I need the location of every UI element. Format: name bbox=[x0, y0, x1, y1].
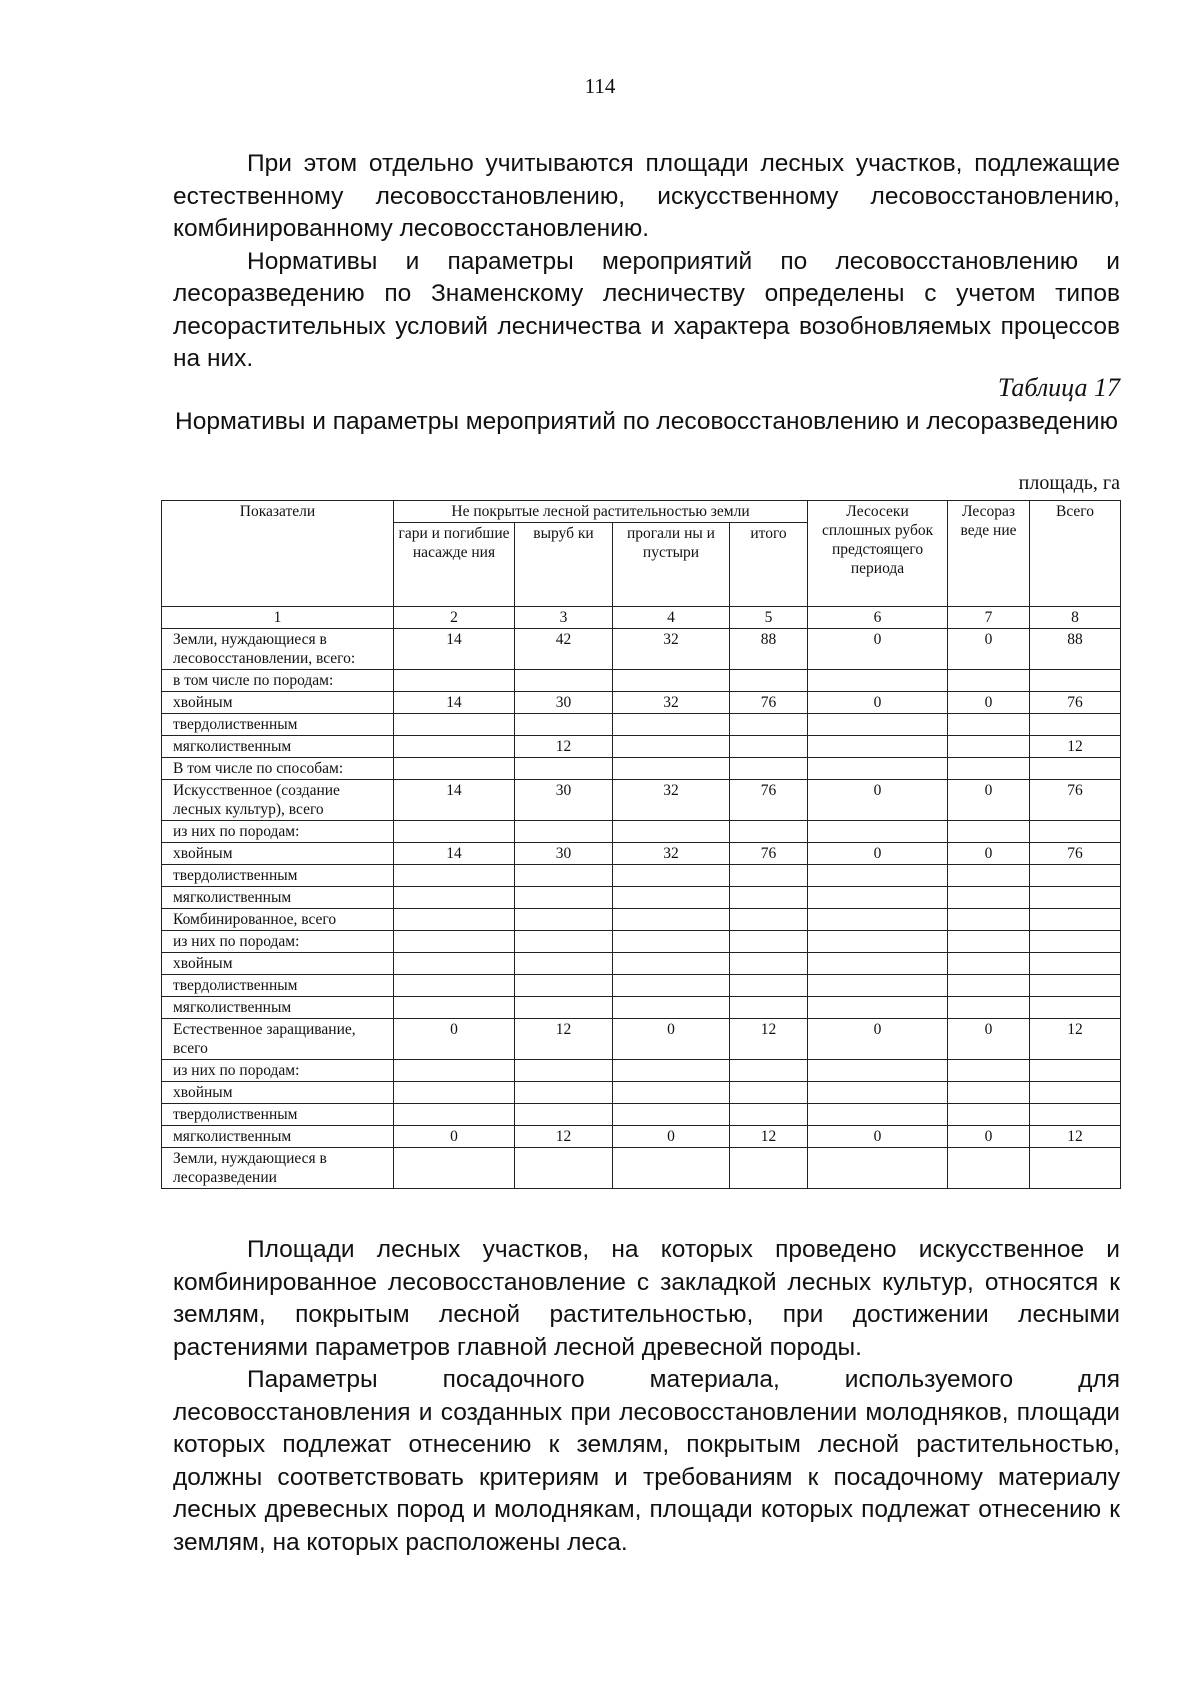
table-title: Нормативы и параметры мероприятий по лесовосстановлению и лесоразведению bbox=[175, 408, 1118, 435]
table-cell bbox=[394, 758, 515, 780]
table-cell bbox=[808, 821, 948, 843]
header-not-covered: Не покрытые лесной растительностью земли bbox=[394, 501, 808, 523]
table-body bbox=[162, 629, 1121, 1189]
row-label: Комбинированное, всего bbox=[162, 909, 394, 931]
row-label: твердолиственным bbox=[162, 714, 394, 736]
paragraph: Параметры посадочного материала, используемого для лесовосстановления и созданных при лесовосстановлении молодняков, площади которых подлежат отнесению к землям, покрытым лесной растительностью, должны соответствовать критериям и требованиям к посадочному материалу лесных древесных пород и молоднякам, площади которых подлежат отнесению к землям, на которых расположены леса. bbox=[173, 1366, 1120, 1556]
table-cell bbox=[808, 1104, 948, 1126]
header-cuttings: выруб ки bbox=[515, 523, 613, 607]
table-cell bbox=[948, 909, 1030, 931]
table-row bbox=[162, 670, 1121, 692]
table-cell bbox=[515, 758, 613, 780]
table-cell bbox=[948, 1060, 1030, 1082]
table-cell: 14 bbox=[394, 843, 515, 865]
table-cell bbox=[394, 953, 515, 975]
table-cell: 12 bbox=[730, 1126, 808, 1148]
table-cell bbox=[948, 1104, 1030, 1126]
table-cell bbox=[1030, 997, 1121, 1019]
header-burned: гари и погибшие насажде ния bbox=[394, 523, 515, 607]
table-cell bbox=[808, 953, 948, 975]
table-cell bbox=[394, 887, 515, 909]
header-afforestation: Лесораз веде ние bbox=[948, 501, 1030, 607]
table-cell bbox=[948, 953, 1030, 975]
table-cell: 14 bbox=[394, 780, 515, 821]
table-cell bbox=[394, 1104, 515, 1126]
table-cell bbox=[515, 1104, 613, 1126]
table-cell bbox=[1030, 1148, 1121, 1189]
table-cell: 76 bbox=[1030, 843, 1121, 865]
table-cell: 12 bbox=[730, 1019, 808, 1060]
table-cell bbox=[808, 865, 948, 887]
table-cell bbox=[613, 758, 730, 780]
intro-text bbox=[173, 148, 1120, 376]
table-row bbox=[162, 692, 1121, 714]
table-cell bbox=[515, 1082, 613, 1104]
table-cell: 0 bbox=[948, 1019, 1030, 1060]
table-cell bbox=[613, 953, 730, 975]
table-cell bbox=[394, 670, 515, 692]
table-cell: 0 bbox=[808, 692, 948, 714]
table-cell bbox=[515, 865, 613, 887]
row-label: Естественное заращивание, всего bbox=[162, 1019, 394, 1060]
table-cell bbox=[394, 736, 515, 758]
header-subtotal: итого bbox=[730, 523, 808, 607]
table-cell: 12 bbox=[515, 1126, 613, 1148]
table-cell bbox=[948, 1148, 1030, 1189]
table-cell: 0 bbox=[394, 1126, 515, 1148]
table-cell bbox=[613, 975, 730, 997]
table-cell: 0 bbox=[808, 843, 948, 865]
table-cell: 76 bbox=[730, 692, 808, 714]
column-number: 8 bbox=[1030, 607, 1121, 629]
table-cell: 88 bbox=[1030, 629, 1121, 670]
column-number: 2 bbox=[394, 607, 515, 629]
table-unit: площадь, га bbox=[1018, 472, 1120, 494]
table-cell bbox=[613, 1104, 730, 1126]
table-cell: 0 bbox=[613, 1019, 730, 1060]
table-cell bbox=[515, 887, 613, 909]
table-cell bbox=[515, 997, 613, 1019]
table-cell bbox=[948, 997, 1030, 1019]
table-cell bbox=[808, 975, 948, 997]
table-cell bbox=[613, 997, 730, 1019]
table-cell: 0 bbox=[948, 1126, 1030, 1148]
row-label: твердолиственным bbox=[162, 975, 394, 997]
closing-text bbox=[173, 1234, 1120, 1559]
table-cell bbox=[394, 865, 515, 887]
table-cell bbox=[394, 975, 515, 997]
table-cell bbox=[1030, 865, 1121, 887]
header-glades: прогали ны и пустыри bbox=[613, 523, 730, 607]
row-label: твердолиственным bbox=[162, 1104, 394, 1126]
table-cell bbox=[730, 758, 808, 780]
column-number: 3 bbox=[515, 607, 613, 629]
table-cell: 32 bbox=[613, 843, 730, 865]
table-cell bbox=[394, 821, 515, 843]
table-cell bbox=[808, 1060, 948, 1082]
table-cell bbox=[613, 1148, 730, 1189]
table-row bbox=[162, 975, 1121, 997]
table-cell bbox=[613, 736, 730, 758]
table-row bbox=[162, 931, 1121, 953]
paragraph: Нормативы и параметры мероприятий по лесовосстановлению и лесоразведению по Знаменскому лесничеству определены с учетом типов лесорастительных условий лесничества и характера возобновляемых процессов на них. bbox=[173, 247, 1120, 372]
table-cell: 76 bbox=[730, 843, 808, 865]
table-cell: 12 bbox=[1030, 1126, 1121, 1148]
table-cell bbox=[948, 758, 1030, 780]
table-cell: 30 bbox=[515, 780, 613, 821]
table-row bbox=[162, 997, 1121, 1019]
table-cell bbox=[515, 670, 613, 692]
table-cell bbox=[515, 821, 613, 843]
row-label: Земли, нуждающиеся в лесовосстановлении, всего: bbox=[162, 629, 394, 670]
row-label: из них по породам: bbox=[162, 931, 394, 953]
table-cell bbox=[808, 670, 948, 692]
table-cell bbox=[1030, 670, 1121, 692]
table-cell bbox=[808, 997, 948, 1019]
table-cell bbox=[613, 887, 730, 909]
table-row bbox=[162, 1019, 1121, 1060]
table-cell bbox=[613, 931, 730, 953]
table-cell: 0 bbox=[613, 1126, 730, 1148]
header-clearcuts: Лесосеки сплошных рубок предстоящего периода bbox=[808, 501, 948, 607]
table-cell bbox=[730, 714, 808, 736]
table-cell bbox=[730, 1104, 808, 1126]
table-cell bbox=[730, 909, 808, 931]
table-cell: 12 bbox=[1030, 1019, 1121, 1060]
table-row bbox=[162, 887, 1121, 909]
table-cell: 32 bbox=[613, 629, 730, 670]
table-cell bbox=[1030, 821, 1121, 843]
column-number-row bbox=[162, 607, 1121, 629]
table-cell: 0 bbox=[808, 1019, 948, 1060]
table-row bbox=[162, 736, 1121, 758]
table-cell bbox=[948, 670, 1030, 692]
row-label: хвойным bbox=[162, 843, 394, 865]
table-cell bbox=[613, 821, 730, 843]
table-cell bbox=[948, 714, 1030, 736]
table-row bbox=[162, 1148, 1121, 1189]
table-cell bbox=[730, 975, 808, 997]
table-cell: 14 bbox=[394, 629, 515, 670]
row-label: мягколиственным bbox=[162, 997, 394, 1019]
row-label: В том числе по способам: bbox=[162, 758, 394, 780]
table-row bbox=[162, 865, 1121, 887]
reforestation-table bbox=[161, 500, 1121, 1189]
table-cell bbox=[730, 1082, 808, 1104]
table-cell: 30 bbox=[515, 692, 613, 714]
table-cell bbox=[613, 1060, 730, 1082]
table-cell bbox=[730, 821, 808, 843]
table-cell bbox=[730, 670, 808, 692]
table-cell bbox=[808, 887, 948, 909]
table-cell bbox=[515, 1060, 613, 1082]
table-cell bbox=[808, 736, 948, 758]
row-label: хвойным bbox=[162, 953, 394, 975]
table-cell bbox=[730, 736, 808, 758]
table-cell: 88 bbox=[730, 629, 808, 670]
table-cell bbox=[613, 1082, 730, 1104]
table-cell: 76 bbox=[1030, 780, 1121, 821]
table-cell: 0 bbox=[948, 780, 1030, 821]
table-cell bbox=[394, 997, 515, 1019]
column-number: 4 bbox=[613, 607, 730, 629]
row-label: из них по породам: bbox=[162, 821, 394, 843]
column-number: 6 bbox=[808, 607, 948, 629]
table-cell: 0 bbox=[948, 843, 1030, 865]
column-number: 7 bbox=[948, 607, 1030, 629]
table-cell bbox=[1030, 714, 1121, 736]
table-cell: 32 bbox=[613, 692, 730, 714]
table-row bbox=[162, 1082, 1121, 1104]
table-cell bbox=[515, 975, 613, 997]
table-cell bbox=[730, 1148, 808, 1189]
table-cell bbox=[808, 1082, 948, 1104]
row-label: хвойным bbox=[162, 1082, 394, 1104]
table-cell: 0 bbox=[808, 629, 948, 670]
table-cell bbox=[948, 931, 1030, 953]
table-cell bbox=[808, 909, 948, 931]
table-row bbox=[162, 714, 1121, 736]
table-cell bbox=[613, 714, 730, 736]
table-row bbox=[162, 909, 1121, 931]
table-cell bbox=[394, 931, 515, 953]
table-cell bbox=[394, 1060, 515, 1082]
row-label: в том числе по породам: bbox=[162, 670, 394, 692]
table-cell bbox=[948, 821, 1030, 843]
row-label: из них по породам: bbox=[162, 1060, 394, 1082]
row-label: твердолиственным bbox=[162, 865, 394, 887]
table-cell bbox=[1030, 758, 1121, 780]
table-cell bbox=[1030, 931, 1121, 953]
column-number: 1 bbox=[162, 607, 394, 629]
table-row bbox=[162, 821, 1121, 843]
row-label: хвойным bbox=[162, 692, 394, 714]
table-cell bbox=[948, 887, 1030, 909]
table-cell bbox=[613, 670, 730, 692]
table-cell bbox=[515, 1148, 613, 1189]
table-row bbox=[162, 1060, 1121, 1082]
table-cell bbox=[515, 931, 613, 953]
table-cell bbox=[1030, 953, 1121, 975]
table-cell: 0 bbox=[394, 1019, 515, 1060]
table-cell: 0 bbox=[948, 629, 1030, 670]
table-cell: 12 bbox=[1030, 736, 1121, 758]
table-cell bbox=[394, 1148, 515, 1189]
header-indicators: Показатели bbox=[162, 501, 394, 607]
table-row bbox=[162, 1104, 1121, 1126]
table-cell: 42 bbox=[515, 629, 613, 670]
row-label: мягколиственным bbox=[162, 887, 394, 909]
table-cell bbox=[613, 865, 730, 887]
header-total: Всего bbox=[1030, 501, 1121, 607]
table-cell bbox=[1030, 1060, 1121, 1082]
table-cell bbox=[394, 909, 515, 931]
table-cell bbox=[808, 1148, 948, 1189]
table-row bbox=[162, 843, 1121, 865]
table-cell bbox=[730, 1060, 808, 1082]
table-cell bbox=[730, 865, 808, 887]
table-cell bbox=[808, 714, 948, 736]
table-cell: 32 bbox=[613, 780, 730, 821]
table-cell bbox=[1030, 1104, 1121, 1126]
table-cell bbox=[948, 736, 1030, 758]
row-label: Искусственное (создание лесных культур), всего bbox=[162, 780, 394, 821]
table-row bbox=[162, 953, 1121, 975]
table-cell: 14 bbox=[394, 692, 515, 714]
table-cell bbox=[730, 997, 808, 1019]
table-number: Таблица 17 bbox=[997, 373, 1120, 402]
row-label: мягколиственным bbox=[162, 736, 394, 758]
table-cell: 12 bbox=[515, 1019, 613, 1060]
table-cell: 0 bbox=[948, 692, 1030, 714]
table-cell bbox=[1030, 975, 1121, 997]
table-cell: 0 bbox=[808, 1126, 948, 1148]
table-cell bbox=[730, 931, 808, 953]
table-cell bbox=[808, 931, 948, 953]
table-row bbox=[162, 629, 1121, 670]
row-label: мягколиственным bbox=[162, 1126, 394, 1148]
paragraph: Площади лесных участков, на которых проведено искусственное и комбинированное лесовосстановление с закладкой лесных культур, относятся к землям, покрытым лесной растительностью, при достижении лесными растениями параметров главной лесной древесной породы. bbox=[173, 1236, 1120, 1361]
table-cell bbox=[730, 953, 808, 975]
table-cell bbox=[1030, 1082, 1121, 1104]
table-cell bbox=[948, 865, 1030, 887]
table-cell bbox=[1030, 887, 1121, 909]
column-number: 5 bbox=[730, 607, 808, 629]
table-cell: 30 bbox=[515, 843, 613, 865]
table-cell bbox=[948, 1082, 1030, 1104]
table-cell: 12 bbox=[515, 736, 613, 758]
table-cell bbox=[515, 953, 613, 975]
table-row bbox=[162, 780, 1121, 821]
table-cell bbox=[1030, 909, 1121, 931]
table-cell bbox=[394, 714, 515, 736]
table-cell bbox=[948, 975, 1030, 997]
table-cell: 0 bbox=[808, 780, 948, 821]
table-cell bbox=[808, 758, 948, 780]
table-cell bbox=[394, 1082, 515, 1104]
row-label: Земли, нуждающиеся в лесоразведении bbox=[162, 1148, 394, 1189]
table-cell: 76 bbox=[730, 780, 808, 821]
table-row bbox=[162, 1126, 1121, 1148]
table-cell: 76 bbox=[1030, 692, 1121, 714]
paragraph: При этом отдельно учитываются площади лесных участков, подлежащие естественному лесовосстановлению, искусственному лесовосстановлению, комбинированному лесовосстановлению. bbox=[173, 150, 1120, 242]
table-cell bbox=[515, 909, 613, 931]
table-row bbox=[162, 758, 1121, 780]
table-cell bbox=[515, 714, 613, 736]
table-cell bbox=[730, 887, 808, 909]
page-number: 114 bbox=[584, 74, 616, 98]
table-cell bbox=[613, 909, 730, 931]
